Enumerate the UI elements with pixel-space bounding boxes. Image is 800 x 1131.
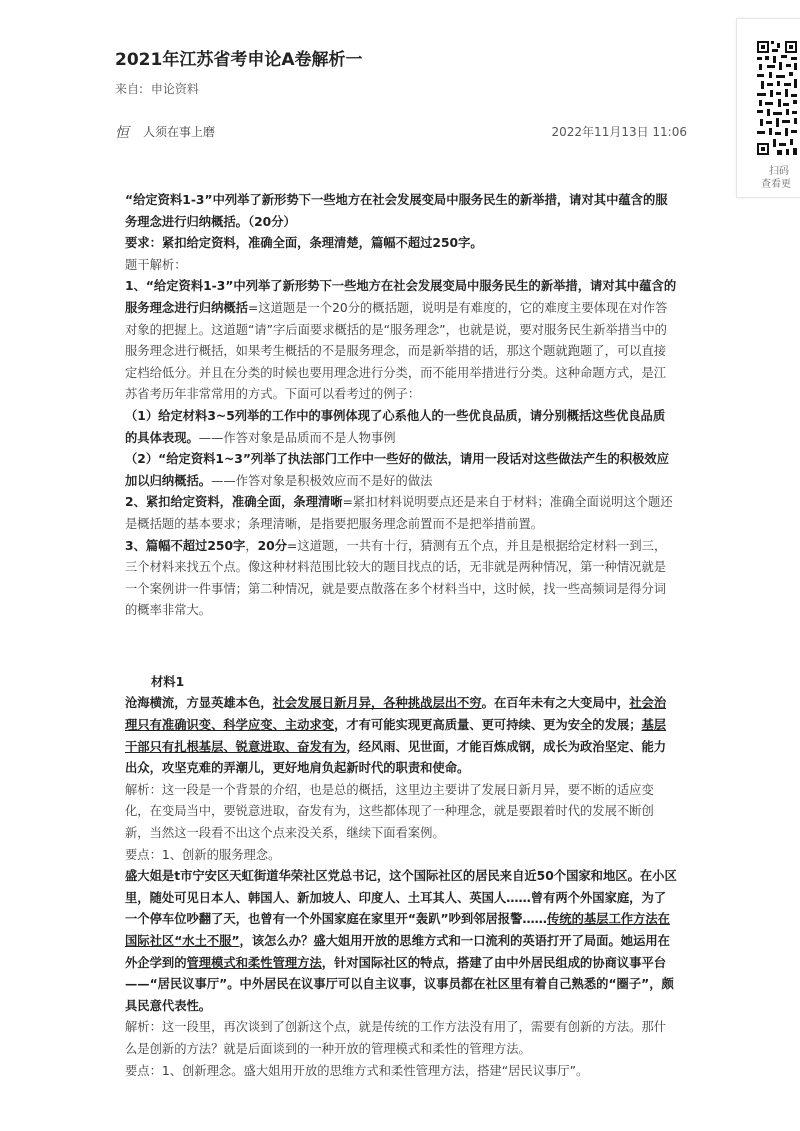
qr-code-panel[interactable] bbox=[736, 18, 800, 198]
analysis-point-3-sep: ， bbox=[245, 538, 258, 553]
article-body bbox=[125, 190, 677, 1082]
example-1-text: ——作答对象是品质而不是人物事例 bbox=[198, 430, 396, 445]
question-title: “给定资料1-3”中列举了新形势下一些地方在社会发展变局中服务民生的新举措，请对其中蕴含的服务理念进行归纳概括。（20分） bbox=[125, 193, 668, 229]
material-1-paragraph-1 bbox=[125, 693, 677, 779]
analysis-point-2 bbox=[125, 492, 677, 535]
example-1-bold: （1）给定材料3~5列举的工作中的事例体现了心系他人的一些优良品质，请分别概括这些优良品质的具体表现。 bbox=[125, 408, 666, 445]
material-1-analysis: 解析：这一段是一个背景的介绍，也是总的概括，这里边主要讲了发展日新月异，要不断的适应变化，在变局当中，要锐意进取，奋发有为，这些都体现了一种理念，就是要跟着时代的发展不断创新，当然这一段看不出这个点来没关系，继续下面看案例。 bbox=[125, 782, 654, 841]
example-2 bbox=[125, 449, 677, 492]
article-header bbox=[115, 48, 687, 142]
material-1-paragraph-2 bbox=[125, 866, 677, 1017]
m1-g: ，经风雨、见世面，才能百炼成钢，成长为政治坚定、能力出众，攻坚克难的弄潮儿，更好地肩负起新时代的职责和使命。 bbox=[125, 739, 667, 776]
author-signature-logo: 恒 bbox=[115, 125, 129, 141]
m1-d: 社会治理只有准确识变、科学应变、主动求变 bbox=[125, 696, 667, 733]
section-gap bbox=[125, 622, 677, 668]
qr-code-icon bbox=[755, 39, 799, 157]
example-2-text: ——作答对象是积极效应而不是好的做法 bbox=[211, 473, 433, 488]
m1-c: 。在百年未有之大变局中， bbox=[481, 696, 630, 711]
m2-a: 盛大姐是t市宁安区天虹街道华荣社区党总书记，这个国际社区的居民来自近50个国家和地区。在小区里，随处可见日本人、韩国人、新加坡人、印度人、土耳其人、英国人……曾有两个外国家庭，为了一个停车位吵翻了天，也曾有一个外国家庭在家里开“轰趴”吵到邻居报警…… bbox=[125, 869, 677, 927]
m1-e: ，才有可能实现更高质量、更可持续、更为安全的发展； bbox=[334, 718, 642, 733]
analysis-point-2-bold: 2、紧扣给定资料，准确全面，条理清晰 bbox=[125, 495, 343, 510]
material-2-analysis: 解析：这一段里，再次谈到了创新这个点，就是传统的工作方法没有用了，需要有创新的方法。那什么是创新的方法？就是后面谈到的一种开放的管理模式和柔性的管理方法。 bbox=[125, 1020, 667, 1056]
m1-f: 基层干部只有扎根基层、锐意进取、奋发有为 bbox=[125, 718, 667, 754]
analysis-point-3-text: =这道题，一共有十行，猜测有五个点，并且是根据给定材料一到三，三个材料来找五个点。像这种材料范围比较大的题目找点的话，无非就是两种情况，第一种情况就是一个案例讲一件事情；第二种情况，就是要点散落在多个材料当中，这时候，找一些高频词是得分词的概率非常大。 bbox=[125, 538, 667, 618]
example-1 bbox=[125, 406, 677, 449]
material-title: 材料1 bbox=[151, 674, 185, 689]
analysis-point-2-text: =紧扣材料说明要点还是来自于材料；准确全面说明这个题还是概括题的基本要求；条理清晰，是指要把服务理念前置而不是把举措前置。 bbox=[125, 495, 673, 531]
article-source bbox=[115, 80, 687, 98]
analysis-point-3-bold: 3、篇幅不超过250字 bbox=[125, 538, 246, 553]
m2-c: ，该怎么办？盛大姐用开放的思维方式和一口流利的英语打开了局面。她运用在外企学到的 bbox=[125, 934, 670, 970]
qr-view-text: 查看更 bbox=[761, 179, 791, 190]
material-2-point: 要点：1、创新理念。盛大姐用开放的思维方式和柔性管理方法，搭建“居民议事厅”。 bbox=[125, 1063, 589, 1078]
source-name[interactable]: 申论资料 bbox=[150, 82, 199, 96]
m2-d: 管理模式和柔性管理方法 bbox=[186, 955, 322, 970]
qr-scan-text: 扫码 bbox=[769, 166, 789, 177]
analysis-point-1-text: =这道题是一个20分的概括题，说明是有难度的，它的难度主要体现在对作答对象的把握上。这道题“请”字后面要求概括的是“服务理念”，也就是说，要对服务民生新举措当中的服务理念进行概括，如果考生概括的不是服务理念，而是新举措的话，那这个题就跑题了，可以直接定档给低分。并且在分类的时候也要用理念进行分类，而不能用举措进行分类。这种命题方式，是江苏省考历年非常常用的方式。下面可以看考过的例子： bbox=[125, 300, 668, 402]
author-name[interactable]: 人须在事上磨 bbox=[143, 125, 216, 139]
m1-b: 社会发展日新月异，各种挑战层出不穷 bbox=[272, 696, 482, 711]
analysis-point-1 bbox=[125, 276, 677, 406]
m1-a: 沧海横流，方显英雄本色， bbox=[125, 696, 273, 711]
analysis-point-1-bold: 1、“给定资料1-3”中列举了新形势下一些地方在社会发展变局中服务民生的新举措，请对其中蕴含的服务理念进行归纳概括 bbox=[125, 279, 677, 315]
source-label: 来自: bbox=[115, 82, 144, 96]
article-title: 2021年江苏省考申论A卷解析一 bbox=[115, 50, 363, 70]
m2-e: ，针对国际社区的特点，搭建了由中外居民组成的协商议事平台——“居民议事厅”。中外居民在议事厅可以自主议事，议事员都在社区里有着自己熟悉的“圈子”，颇具民意代表性。 bbox=[125, 955, 674, 1013]
material-1-point: 要点：1、创新的服务理念。 bbox=[125, 847, 281, 862]
publish-date: 2022年11月13日 11:06 bbox=[551, 125, 687, 139]
analysis-point-3-score: 20分 bbox=[257, 538, 288, 553]
article-meta bbox=[115, 122, 687, 142]
question-requirement: 要求：紧扣给定资料，准确全面，条理清楚，篇幅不超过250字。 bbox=[125, 236, 483, 251]
m2-b: 传统的基层工作方法在国际社区“水土不服” bbox=[125, 912, 670, 948]
analysis-point-3 bbox=[125, 536, 677, 622]
example-2-bold: （2）“给定资料1~3”列举了执法部门工作中一些好的做法，请用一段话对这些做法产生的积极效应加以归纳概括。 bbox=[125, 452, 670, 488]
analysis-heading: 题干解析： bbox=[125, 257, 187, 272]
